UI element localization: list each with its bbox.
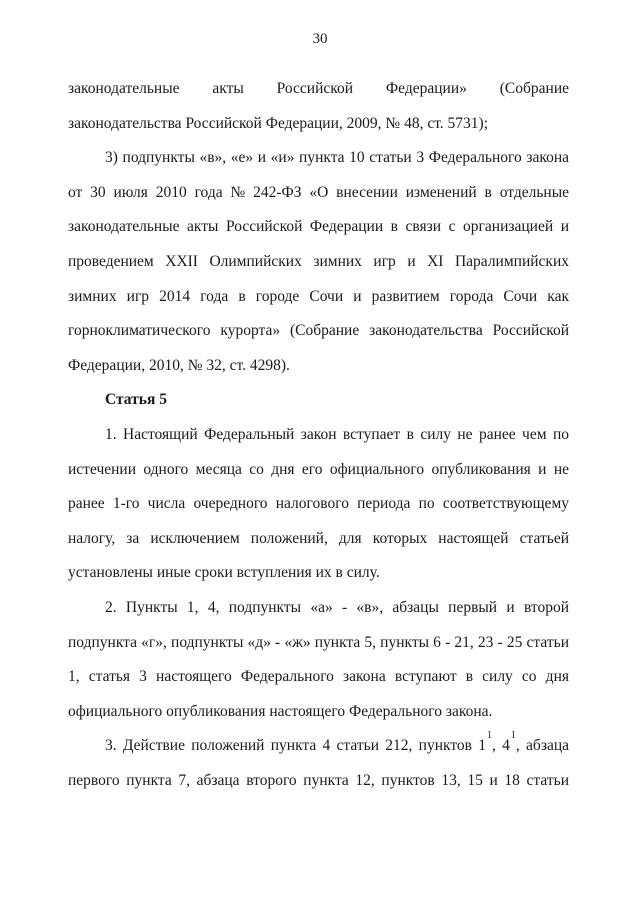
- text-line: [68, 314, 569, 349]
- text-line-content: законодательные акты Российской Федерации» (Собрание: [68, 80, 569, 97]
- text-line: [68, 556, 569, 591]
- text-line: [68, 280, 569, 315]
- text-line: [68, 695, 569, 730]
- text-line-content: истечении одного месяца со дня его официального опубликования и не: [68, 460, 569, 478]
- text-line: [68, 591, 569, 626]
- text-line: [68, 522, 569, 557]
- text-line-content: первого пункта 7, абзаца второго пункта 12, пунктов 13, 15 и 18 статьи: [68, 771, 569, 789]
- document-lines: [68, 72, 569, 798]
- text-line-content: подпункта «г», подпункты «д» - «ж» пункта 5, пункты 6 - 21, 23 - 25 статьи: [68, 633, 569, 651]
- text-line-content: налогу, за исключением положений, для которых настоящей статьей: [68, 529, 569, 547]
- text-line: [68, 72, 569, 107]
- text-line-content: Статья 5: [105, 391, 167, 409]
- text-line-content: 3. Действие положений пункта 4 статьи 212, пунктов $1^1$, $4^1$, абзаца: [105, 730, 569, 755]
- text-line-content: законодательства Российской Федерации, 2009, № 48, ст. 5731);: [68, 114, 489, 132]
- text-line-content: официального опубликования настоящего Федерального закона.: [68, 702, 493, 720]
- text-line: [68, 245, 569, 280]
- text-line: [68, 453, 569, 488]
- text-line: [68, 349, 569, 384]
- text-line: [68, 383, 569, 418]
- text-line: [68, 626, 569, 661]
- text-line-content: от 30 июля 2010 года № 242-ФЗ «О внесении изменений в отдельные: [68, 183, 569, 201]
- text-line-content: Федерации, 2010, № 32, ст. 4298).: [68, 356, 290, 374]
- text-line-content: 3) подпункты «в», «е» и «и» пункта 10 статьи 3 Федерального закона: [105, 149, 569, 167]
- text-line-content: 2. Пункты 1, 4, подпункты «а» - «в», абзацы первый и второй: [105, 598, 569, 616]
- text-line: [68, 176, 569, 211]
- text-line-content: 1. Настоящий Федеральный закон вступает в силу не ранее чем по: [105, 425, 569, 443]
- text-line: [68, 487, 569, 522]
- text-line-content: установлены иные сроки вступления их в силу.: [68, 564, 380, 582]
- text-line-content: проведением XXII Олимпийских зимних игр и XI Паралимпийских: [68, 252, 569, 270]
- text-line: [68, 764, 569, 799]
- text-line-content: законодательные акты Российской Федерации в связи с организацией и: [68, 218, 569, 236]
- text-line: [68, 210, 569, 245]
- text-line-content: ранее 1-го числа очередного налогового периода по соответствующему: [68, 495, 569, 513]
- text-line-content: зимних игр 2014 года в городе Сочи и развитием города Сочи как: [68, 287, 569, 305]
- text-line: [68, 107, 569, 142]
- text-line: [68, 141, 569, 176]
- text-line-content: горноклиматического курорта» (Собрание законодательства Российской: [68, 322, 569, 340]
- text-line: [68, 660, 569, 695]
- page-number: 30: [312, 31, 328, 47]
- text-line: [68, 418, 569, 453]
- text-line-content: 1, статья 3 настоящего Федерального закона вступают в силу со дня: [68, 668, 569, 686]
- text-line: [68, 729, 569, 764]
